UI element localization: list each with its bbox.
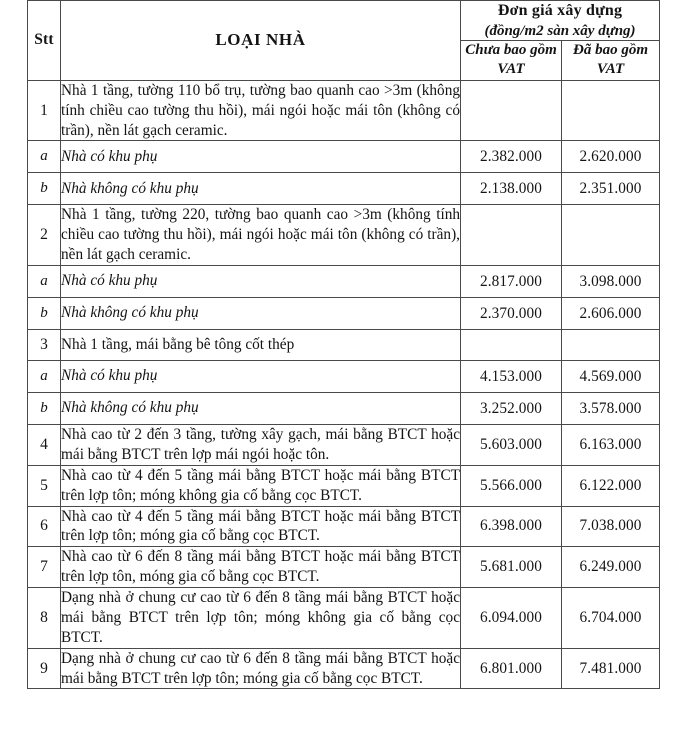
price-without-vat-cell: 6.801.000 [461,648,562,689]
price-without-vat-cell [461,80,562,141]
table-row [28,648,660,689]
table-row [28,547,660,588]
header-row-top [28,1,660,41]
house-type-cell: Nhà không có khu phụ [61,298,461,330]
house-type-cell: Dạng nhà ở chung cư cao từ 6 đến 8 tầng mái bằng BTCT hoặc mái bằng BTCT trên lợp tôn; móng không gia cố bằng cọc BTCT. [61,588,461,649]
price-without-vat-cell: 6.398.000 [461,506,562,547]
table-row [28,506,660,547]
row-index-cell: 8 [28,588,61,649]
table-row [28,465,660,506]
house-type-cell: Nhà 1 tầng, tường 110 bổ trụ, tường bao quanh cao >3m (không tính chiều cao tường thu hồi), mái ngói hoặc mái tôn (không có trần), nền lát gạch ceramic. [61,80,461,141]
house-type-cell: Nhà 1 tầng, tường 220, tường bao quanh cao >3m (không tính chiều cao tường thu hồi), mái ngói hoặc mái tôn (không có trần), nền lát gạch ceramic. [61,205,461,266]
table-row [28,393,660,425]
price-with-vat-cell: 4.569.000 [562,361,660,393]
price-with-vat-cell: 6.249.000 [562,547,660,588]
price-with-vat-cell [562,330,660,361]
table-row [28,330,660,361]
price-with-vat-cell: 6.704.000 [562,588,660,649]
house-type-cell: Dạng nhà ở chung cư cao từ 6 đến 8 tầng mái bằng BTCT hoặc mái bằng BTCT trên lợp tôn; móng gia cố bằng cọc BTCT. [61,648,461,689]
table-header [28,1,660,81]
table-body [28,80,660,689]
row-index-cell: 9 [28,648,61,689]
price-with-vat-cell: 6.163.000 [562,425,660,466]
price-without-vat-cell: 5.681.000 [461,547,562,588]
house-type-cell: Nhà cao từ 4 đến 5 tầng mái bằng BTCT hoặc mái bằng BTCT trên lợp tôn; móng không gia cố bằng cọc BTCT. [61,465,461,506]
price-without-vat-cell: 5.566.000 [461,465,562,506]
house-type-cell: Nhà có khu phụ [61,266,461,298]
price-group-title: Đơn giá xây dựng [497,2,623,19]
row-index-cell: b [28,393,61,425]
price-with-vat-cell: 7.038.000 [562,506,660,547]
price-without-vat-cell [461,330,562,361]
row-index-cell: 5 [28,465,61,506]
construction-price-table [27,0,660,689]
house-type-cell: Nhà cao từ 2 đến 3 tầng, tường xây gạch, mái bằng BTCT hoặc mái bằng BTCT trên lợp mái ngói hoặc tôn. [61,425,461,466]
price-without-vat-cell [461,205,562,266]
price-without-vat-cell: 6.094.000 [461,588,562,649]
table-row [28,425,660,466]
row-index-cell: 7 [28,547,61,588]
price-with-vat-cell: 2.620.000 [562,141,660,173]
row-index-cell: 4 [28,425,61,466]
row-index-cell: 1 [28,80,61,141]
row-index-cell: 2 [28,205,61,266]
column-header-price-group [461,1,660,41]
column-header-loai-nha: LOẠI NHÀ [61,1,461,81]
house-type-cell: Nhà 1 tầng, mái bằng bê tông cốt thép [61,330,461,361]
row-index-cell: a [28,266,61,298]
house-type-cell: Nhà không có khu phụ [61,393,461,425]
column-header-stt: Stt [28,1,61,81]
table-row [28,361,660,393]
table-row [28,266,660,298]
price-group-unit: (đồng/m2 sàn xây dựng) [484,22,636,39]
price-without-vat-cell: 3.252.000 [461,393,562,425]
table-row [28,141,660,173]
price-without-vat-cell: 2.817.000 [461,266,562,298]
price-without-vat-cell: 2.370.000 [461,298,562,330]
column-header-without-vat: Chưa bao gồm VAT [461,40,562,80]
price-with-vat-cell [562,205,660,266]
price-without-vat-cell: 5.603.000 [461,425,562,466]
house-type-cell: Nhà cao từ 4 đến 5 tầng mái bằng BTCT hoặc mái bằng BTCT trên lợp tôn; móng gia cố bằng cọc BTCT. [61,506,461,547]
house-type-cell: Nhà không có khu phụ [61,173,461,205]
price-with-vat-cell: 2.606.000 [562,298,660,330]
price-with-vat-cell: 7.481.000 [562,648,660,689]
table-row [28,80,660,141]
price-with-vat-cell: 3.098.000 [562,266,660,298]
price-without-vat-cell: 2.382.000 [461,141,562,173]
row-index-cell: b [28,173,61,205]
price-with-vat-cell [562,80,660,141]
price-without-vat-cell: 4.153.000 [461,361,562,393]
house-type-cell: Nhà cao từ 6 đến 8 tầng mái bằng BTCT hoặc mái bằng BTCT trên lợp tôn, móng gia cố bằng cọc BTCT. [61,547,461,588]
row-index-cell: 6 [28,506,61,547]
row-index-cell: a [28,141,61,173]
price-with-vat-cell: 6.122.000 [562,465,660,506]
price-with-vat-cell: 3.578.000 [562,393,660,425]
table-row [28,173,660,205]
table-row [28,205,660,266]
house-type-cell: Nhà có khu phụ [61,361,461,393]
table-row [28,588,660,649]
row-index-cell: b [28,298,61,330]
row-index-cell: 3 [28,330,61,361]
table-row [28,298,660,330]
column-header-with-vat: Đã bao gồm VAT [562,40,660,80]
row-index-cell: a [28,361,61,393]
house-type-cell: Nhà có khu phụ [61,141,461,173]
price-with-vat-cell: 2.351.000 [562,173,660,205]
price-without-vat-cell: 2.138.000 [461,173,562,205]
